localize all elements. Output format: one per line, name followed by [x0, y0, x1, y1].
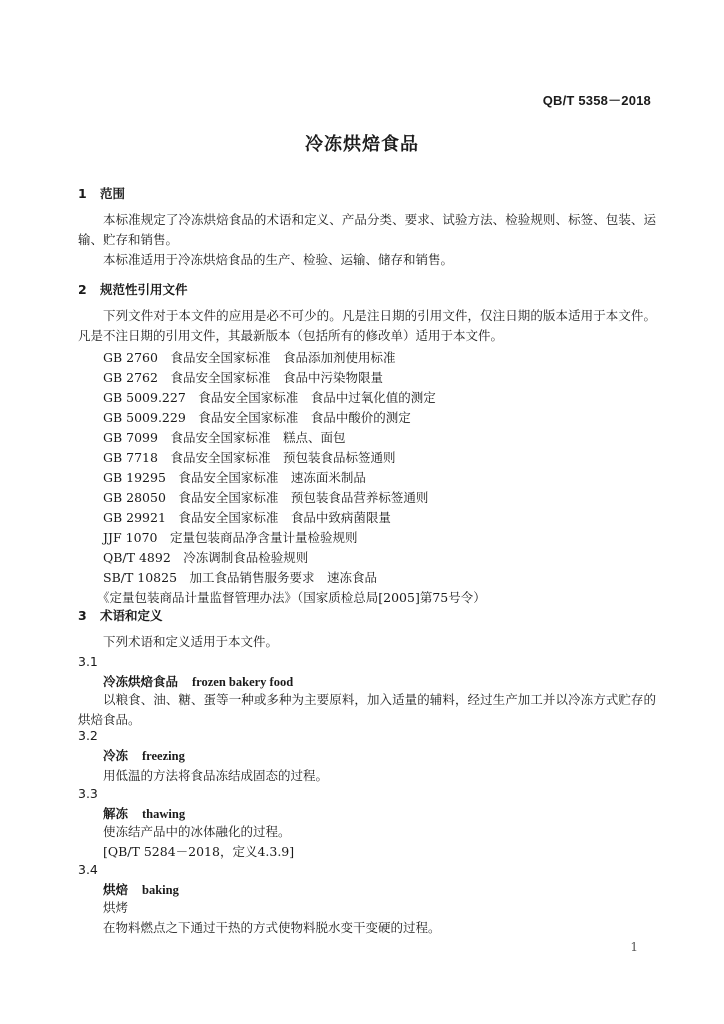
section-heading-scope	[78, 184, 125, 202]
reference-item: JJF 1070 定量包装商品净含量计量检验规则	[103, 530, 358, 545]
reference-item: GB 7718 食品安全国家标准 预包装食品标签通则	[103, 450, 396, 465]
section-number: 3	[78, 608, 87, 623]
term-name	[103, 804, 185, 822]
section-title: 范围	[100, 186, 126, 201]
section-number: 2	[78, 282, 87, 297]
terms-intro: 下列术语和定义适用于本文件。	[103, 634, 279, 649]
term-alt-name: 烘烤	[103, 900, 129, 915]
term-number: 3.3	[78, 786, 98, 801]
standard-code: QB/T 5358－2018	[542, 93, 651, 108]
normative-refs-intro: 下列文件对于本文件的应用是必不可少的。凡是注日期的引用文件，仅注日期的版本适用于本文件。凡是不注日期的引用文件，其最新版本（包括所有的修改单）适用于本文件。	[78, 308, 656, 343]
reference-item: GB 2760 食品安全国家标准 食品添加剂使用标准	[103, 350, 396, 365]
reference-item: 《定量包装商品计量监督管理办法》（国家质检总局[2005]第75号令）	[97, 590, 486, 605]
term-source-note: [QB/T 5284－2018，定义4.3.9]	[103, 844, 295, 859]
term-name-cn: 冷冻烘焙食品	[103, 674, 179, 689]
term-number: 3.4	[78, 862, 98, 877]
section-number: 1	[78, 186, 87, 201]
term-definition: 在物料燃点之下通过干热的方式使物料脱水变干变硬的过程。	[103, 920, 441, 935]
term-number: 3.1	[78, 654, 98, 669]
term-definition: 使冻结产品中的冰体融化的过程。	[103, 824, 291, 839]
term-name-cn: 解冻	[103, 806, 129, 821]
reference-item: GB 28050 食品安全国家标准 预包装食品营养标签通则	[103, 490, 429, 505]
term-name-en: thawing	[142, 807, 186, 821]
term-name-en: baking	[142, 883, 179, 897]
reference-item: QB/T 4892 冷冻调制食品检验规则	[103, 550, 309, 565]
term-name-cn: 冷冻	[103, 748, 129, 763]
section-heading-normative-refs	[78, 280, 188, 298]
reference-item: GB 29921 食品安全国家标准 食品中致病菌限量	[103, 510, 391, 525]
term-name	[103, 880, 179, 898]
reference-item: GB 2762 食品安全国家标准 食品中污染物限量	[103, 370, 383, 385]
term-name-en: frozen bakery food	[192, 675, 294, 689]
term-name	[103, 746, 185, 764]
section-title: 规范性引用文件	[100, 282, 188, 297]
term-definition: 以粮食、油、糖、蛋等一种或多种为主要原料，加入适量的辅料，经过生产加工并以冷冻方式贮存的烘焙食品。	[78, 692, 656, 727]
reference-item: GB 5009.229 食品安全国家标准 食品中酸价的测定	[103, 410, 411, 425]
reference-item: GB 7099 食品安全国家标准 糕点、面包	[103, 430, 346, 445]
section-heading-terms	[78, 606, 163, 624]
term-name-cn: 烘焙	[103, 882, 129, 897]
term-definition: 用低温的方法将食品冻结成固态的过程。	[103, 768, 329, 783]
section-title: 术语和定义	[100, 608, 163, 623]
term-name	[103, 672, 293, 690]
scope-paragraph-1: 本标准规定了冷冻烘焙食品的术语和定义、产品分类、要求、试验方法、检验规则、标签、包装、运输、贮存和销售。	[78, 212, 656, 247]
document-title: 冷冻烘焙食品	[305, 134, 419, 155]
reference-item: GB 5009.227 食品安全国家标准 食品中过氧化值的测定	[103, 390, 436, 405]
reference-item: SB/T 10825 加工食品销售服务要求 速冻食品	[103, 570, 378, 585]
term-name-en: freezing	[142, 749, 185, 763]
scope-paragraph-2: 本标准适用于冷冻烘焙食品的生产、检验、运输、储存和销售。	[103, 252, 454, 267]
page-number: 1	[630, 940, 638, 954]
reference-item: GB 19295 食品安全国家标准 速冻面米制品	[103, 470, 366, 485]
term-number: 3.2	[78, 728, 98, 743]
